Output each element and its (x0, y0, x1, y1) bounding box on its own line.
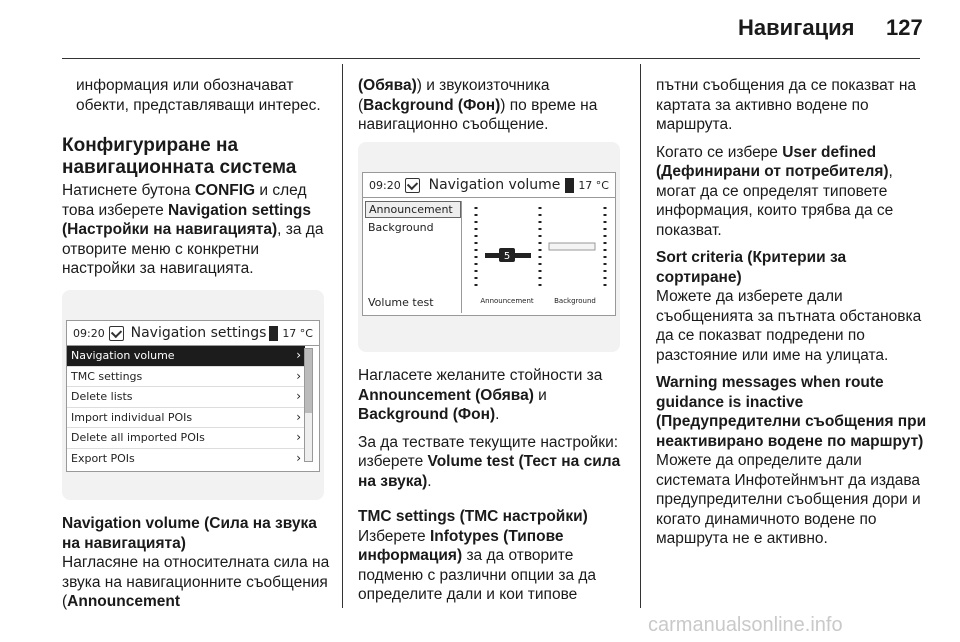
column-1 (62, 62, 334, 279)
status-bar (67, 321, 319, 346)
chevron-right-icon: › (296, 389, 301, 404)
subsection-heading: Sort criteria (Критерии за сортиране) (656, 249, 847, 286)
column-divider-1 (342, 64, 343, 608)
user-defined-paragraph (656, 143, 930, 241)
menu-item-delete-imported-pois[interactable] (67, 428, 305, 449)
watermark: carmanualsonline.info (648, 614, 843, 636)
config-paragraph (62, 181, 334, 279)
screen-title: Navigation settings (130, 325, 267, 341)
menu-list (67, 346, 319, 469)
screen-navigation-settings (66, 320, 320, 472)
text: Когато се избере (656, 143, 783, 161)
chevron-right-icon: › (296, 450, 301, 465)
menu-item-volume-test[interactable]: Volume test (368, 296, 434, 309)
text: Нагласете желаните стойности за (358, 367, 603, 384)
bold-text: Announcement (67, 593, 180, 610)
adjust-paragraph (358, 366, 628, 425)
text: , могат да се определят типовете информация, които трябва да се показват. (656, 163, 894, 239)
menu-item-delete-lists[interactable] (67, 387, 305, 408)
screen-navigation-volume (362, 172, 616, 316)
chevron-right-icon: › (296, 430, 301, 445)
column-2 (358, 76, 628, 135)
column-3 (656, 76, 930, 557)
sort-criteria-paragraph: Можете да изберете дали съобщенията за пътната обстановка да се показват подредени по разстояние или име на улицата. (656, 288, 922, 364)
phone-icon (565, 178, 574, 193)
bold-text: Announcement (Обява) (358, 386, 534, 404)
screen-title: Navigation volume (428, 177, 561, 193)
scrollbar-thumb[interactable] (305, 349, 312, 413)
bold-text: Background (Фон) (358, 406, 496, 423)
bold-text: Navigation settings (Настройки на навигацията) (62, 201, 311, 238)
text: Изберете (358, 527, 430, 545)
bold-text: Volume test (Тест на сила на звука) (358, 453, 621, 490)
menu-item-tmc-settings[interactable] (67, 367, 305, 388)
continuation-paragraph (358, 76, 628, 135)
menu-item-label: Delete lists (71, 390, 133, 404)
page-header-title: Навигация (738, 15, 855, 40)
text: Натиснете бутона (62, 182, 195, 199)
menu-item-export-pois[interactable] (67, 449, 305, 469)
text: и след това изберете (62, 182, 307, 219)
warning-messages-paragraph: Можете да определите дали системата Инфотейнмънт да издава предупредителни съобщения дори и когато динамичното водене по маршрута не е активно. (656, 452, 921, 547)
text: ) по време на навигационно съобщение. (358, 96, 598, 133)
bold-text: User defined (Дефинирани от потребителя) (656, 143, 889, 180)
traffic-paragraph: пътни съобщения да се показват на картата за активно водене по маршрута. (656, 77, 917, 133)
clock: 09:20 (369, 178, 401, 192)
dotted-scale (475, 207, 477, 287)
text: Нагласяне на относителната сила на звука на навигационните съобщения ( (62, 554, 330, 610)
temperature: 17 °C (282, 326, 313, 340)
menu-item-label: Export POIs (71, 451, 135, 465)
chevron-right-icon: › (296, 409, 301, 424)
route-guidance-icon (109, 326, 124, 341)
route-guidance-icon (405, 178, 420, 193)
text: . (495, 406, 500, 423)
column-divider-2 (640, 64, 641, 608)
subsection-heading: Warning messages when route guidance is inactive (Предупредителни съобщения при неактивирано водене по маршрут) (656, 374, 927, 450)
tmc-paragraph (358, 527, 628, 605)
section-heading: Конфигуриране на навигационната система (62, 135, 297, 178)
text: за да отворите подменю с различни опции за да определите дали и кои типове (358, 547, 597, 603)
menu-item-navigation-volume[interactable] (67, 346, 305, 367)
menu-item-import-pois[interactable] (67, 408, 305, 429)
chevron-right-icon: › (296, 348, 301, 362)
column-2-bottom (358, 366, 628, 613)
bold-text: (Обява) (358, 77, 417, 94)
text: За да тествате текущите настройки: изберете (358, 433, 619, 470)
figure-navigation-settings (62, 290, 324, 500)
text: , за да отворите меню с конкретни настройки за навигацията. (62, 221, 324, 277)
bold-text: CONFIG (194, 182, 256, 199)
page-number: 127 (886, 15, 923, 40)
bold-text: Background (Фон) (363, 96, 501, 114)
clock: 09:20 (73, 326, 105, 340)
navigation-volume-paragraph (62, 553, 334, 612)
scale-dots-left (475, 207, 477, 287)
announcement-value: 5 (503, 251, 511, 262)
status-bar (363, 173, 615, 198)
menu-item-announcement[interactable]: Announcement (365, 201, 461, 218)
chevron-right-icon: › (296, 368, 301, 383)
bold-text: Infotypes (Типове информация) (358, 527, 564, 564)
announcement-label: Announcement (480, 297, 534, 305)
menu-item-background[interactable]: Background (368, 221, 434, 234)
header-rule (62, 58, 920, 59)
menu-item-label: Navigation volume (71, 349, 175, 362)
temperature: 17 °C (578, 178, 609, 192)
text: ) и звукоизточника ( (358, 77, 550, 114)
text: . (427, 472, 432, 490)
scrollbar[interactable] (304, 348, 313, 462)
text: и (533, 386, 547, 404)
menu-item-label: Import individual POIs (71, 410, 193, 424)
subsection-heading: TMC settings (TMC настройки) (358, 508, 588, 525)
column-1-bottom (62, 514, 334, 612)
intro-text: информация или обозначават обекти, представляващи интерес. (76, 77, 321, 114)
menu-item-label: Delete all imported POIs (71, 431, 205, 445)
menu-item-label: TMC settings (71, 369, 143, 383)
phone-icon (269, 326, 278, 341)
background-slider-track[interactable] (549, 243, 595, 250)
subsection-heading: Navigation volume (Сила на звука на навигацията) (62, 515, 317, 552)
volume-menu (365, 201, 462, 313)
figure-navigation-volume (358, 142, 620, 352)
test-paragraph (358, 433, 628, 492)
background-label: Background (554, 297, 596, 305)
volume-sliders (467, 201, 613, 313)
